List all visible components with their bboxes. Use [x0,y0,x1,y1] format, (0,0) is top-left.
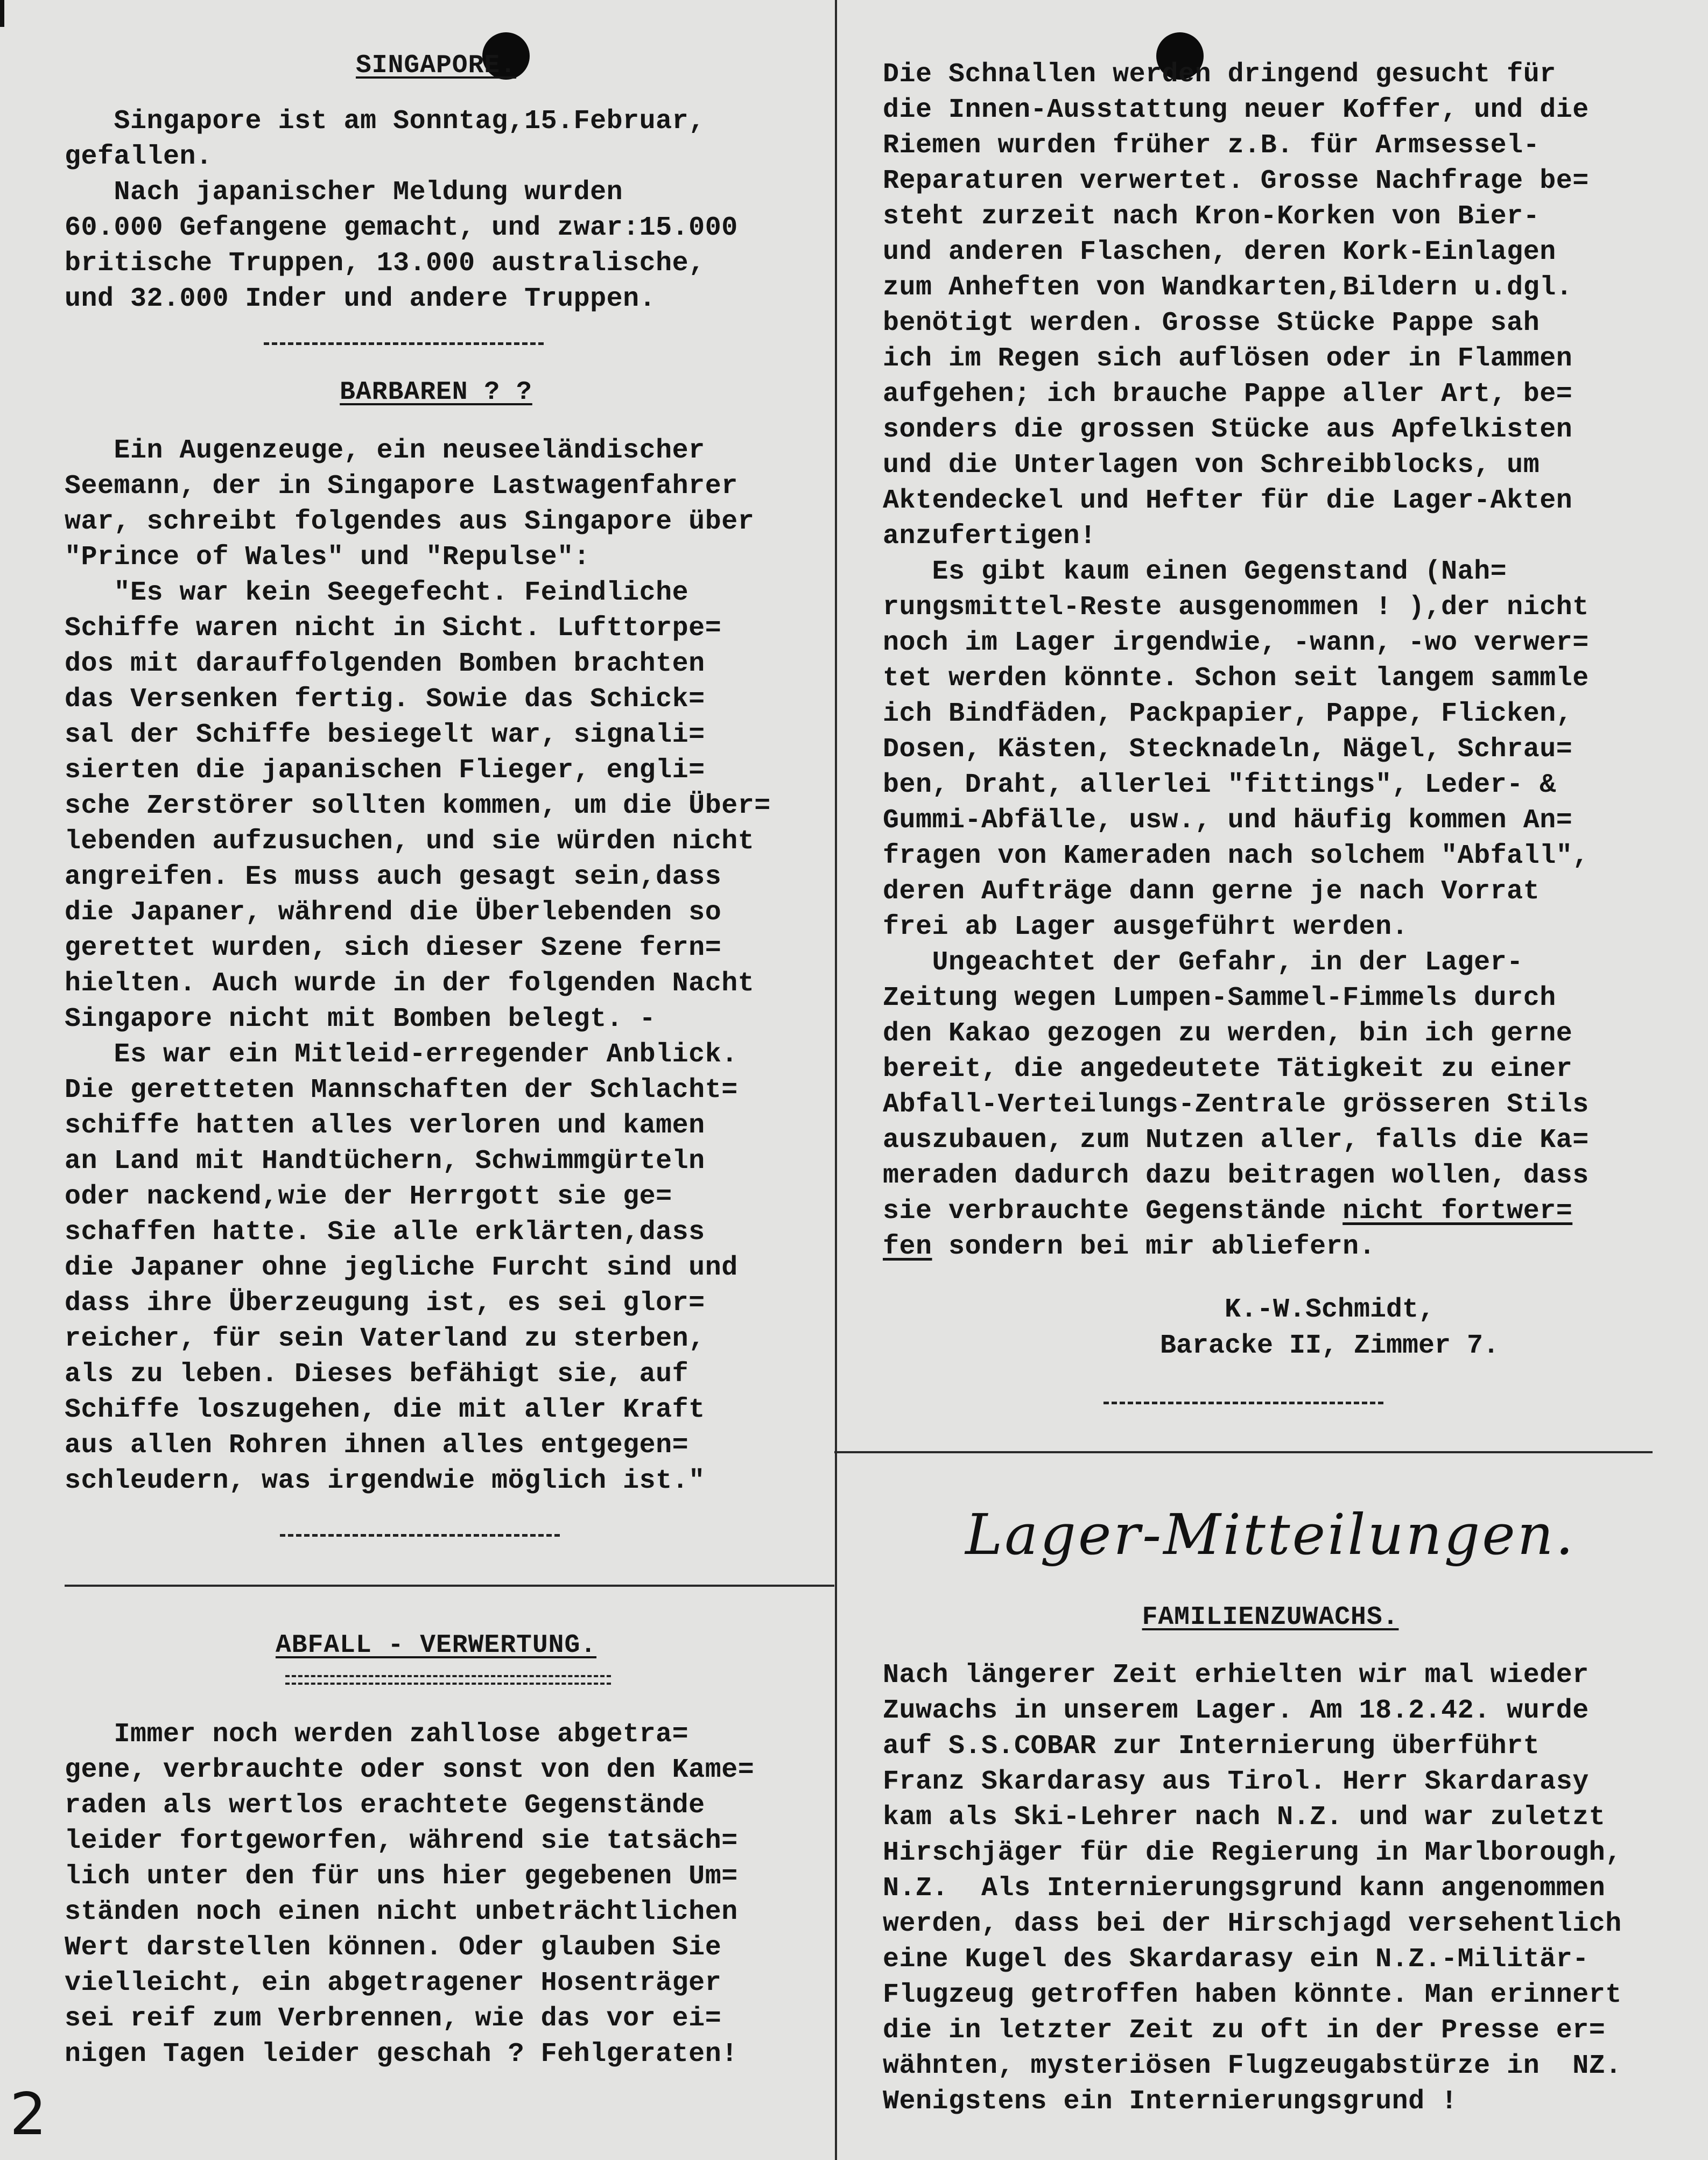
heading-familienzuwachs: FAMILIENZUWACHS. [1142,1603,1399,1632]
text-line: werden, dass bei der Hirschjagd versehentlich [883,1909,1622,1939]
text-line: Franz Skardarasy aus Tirol. Herr Skardarasy [883,1767,1589,1797]
heading-barbaren: BARBAREN ? ? [340,378,532,407]
text-line: Singapore nicht mit Bomben belegt. - [65,1004,656,1035]
text-line: war, schreibt folgendes aus Singapore über [65,506,755,537]
text-line: wähnten, mysteriösen Flugzeugabstürze in NZ. [883,2051,1622,2081]
text-line: kam als Ski-Lehrer nach N.Z. und war zuletzt [883,1802,1606,1833]
text-line: lebenden aufzusuchen, und sie würden nicht [65,826,755,857]
text-line: Gummi-Abfälle, usw., und häufig kommen An= [883,805,1573,836]
text-line: eine Kugel des Skardarasy ein N.Z.-Militär- [883,1944,1589,1975]
article-abfall-continued [883,57,1658,1265]
text-line: gene, verbrauchte oder sonst von den Kame= [65,1755,755,1785]
text-line: schiffe hatten alles verloren und kamen [65,1110,705,1141]
text-line: fragen von Kameraden nach solchem "Abfall", [883,841,1589,871]
text-line: den Kakao gezogen zu werden, bin ich gerne [883,1018,1573,1049]
text-line: nigen Tagen leider geschah ? Fehlgeraten! [65,2039,738,2070]
text-line: Nach längerer Zeit erhielten wir mal wieder [883,1660,1589,1691]
text-line: ständen noch einen nicht unbeträchtlichen [65,1897,738,1927]
underlined-emphasis: fen [883,1232,932,1262]
text-line: die Japaner, während die Überlebenden so [65,897,722,928]
text-line: schaffen hatte. Sie alle erklärten,dass [65,1217,705,1248]
text-line: Schiffe waren nicht in Sicht. Lufttorpe= [65,613,722,644]
text-line: dass ihre Überzeugung ist, es sei glor= [65,1288,705,1319]
text-line: Es gibt kaum einen Gegenstand (Nah= [883,557,1507,587]
column-divider [835,0,837,2160]
text-line: Abfall-Verteilungs-Zentrale grösseren Stils [883,1089,1589,1120]
text-line: Dosen, Kästen, Stecknadeln, Nägel, Schrau= [883,734,1573,765]
text-line: oder nackend,wie der Herrgott sie ge= [65,1181,672,1212]
text-line: tet werden könnte. Schon seit langem sammle [883,663,1589,694]
text-line: meraden dadurch dazu beitragen wollen, dass [883,1160,1589,1191]
article-singapore [65,104,807,317]
text-line: Die geretteten Mannschaften der Schlacht= [65,1075,738,1106]
text-line: hielten. Auch wurde in der folgenden Nacht [65,968,755,999]
signature-address: Baracke II, Zimmer 7. [1159,1331,1500,1361]
text-line: Die Schnallen werden dringend gesucht für [883,59,1556,90]
text-line: benötigt werden. Grosse Stücke Pappe sah [883,308,1540,339]
text-line: als zu leben. Dieses befähigt sie, auf [65,1359,689,1390]
heading-abfall-verwertung: ABFALL - VERWERTUNG. [275,1631,597,1660]
heading-singapore: SINGAPORE. [355,51,517,80]
text-line: "Es war kein Seegefecht. Feindliche [65,578,689,608]
text-line: die Japaner ohne jegliche Furcht sind und [65,1253,738,1283]
text-line: Hirschjäger für die Regierung in Marlborough, [883,1838,1622,1868]
page-number: 2 [10,2081,47,2148]
text-line: und anderen Flaschen, deren Kork-Einlagen [883,237,1556,268]
text-line: gefallen. [65,142,213,172]
text-line: Immer noch werden zahllose abgetra= [65,1719,689,1750]
text-line: steht zurzeit nach Kron-Korken von Bier- [883,201,1540,232]
text-line: Flugzeug getroffen haben könnte. Man erinnert [883,1980,1622,2010]
text-line [883,1229,1658,1265]
text-line: sierten die japanischen Flieger, engli= [65,755,705,786]
text-line: Ungeachtet der Gefahr, in der Lager- [883,947,1523,978]
text-line [883,1194,1658,1229]
article-abfall [65,1717,807,2072]
text-line: lich unter den für uns hier gegebenen Um= [65,1861,738,1892]
text-line: sche Zerstörer sollten kommen, um die Über= [65,791,771,821]
text-line: die Innen-Ausstattung neuer Koffer, und die [883,95,1589,125]
text-line: und die Unterlagen von Schreibblocks, um [883,450,1540,481]
text-line: rungsmittel-Reste ausgenommen ! ),der nicht [883,592,1589,623]
text-line: ich Bindfäden, Packpapier, Pappe, Flicken, [883,699,1573,729]
text-line: frei ab Lager ausgeführt werden. [883,912,1409,942]
section-title-lager-mitteilungen: Lager-Mitteilungen. [965,1502,1576,1567]
text-line: ich im Regen sich auflösen oder in Flammen [883,343,1573,374]
text-line: Es war ein Mitleid-erregender Anblick. [65,1039,738,1070]
text-line: noch im Lager irgendwie, -wann, -wo verwer= [883,628,1589,658]
text-line: Schiffe loszugehen, die mit aller Kraft [65,1395,705,1425]
signature-name: K.-W.Schmidt, [1224,1294,1435,1325]
section-divider-left [65,1585,834,1587]
text-line: Nach japanischer Meldung wurden [65,177,623,208]
separator-dashes [280,1534,560,1537]
text-line: die in letzter Zeit zu oft in der Presse er= [883,2015,1606,2046]
text-line: das Versenken fertig. Sowie das Schick= [65,684,705,715]
text-line: dos mit darauffolgenden Bomben brachten [65,649,705,679]
separator-dashes [264,342,544,345]
text-line: deren Aufträge dann gerne je nach Vorrat [883,876,1540,907]
text-line: reicher, für sein Vaterland zu sterben, [65,1324,705,1354]
line-text: sie verbrauchte Gegenstände [883,1196,1343,1227]
text-line: Singapore ist am Sonntag,15.Februar, [65,106,705,137]
text-line: auf S.S.COBAR zur Internierung überführt [883,1731,1540,1762]
text-line: aus allen Rohren ihnen alles entgegen= [65,1430,689,1461]
text-line: Wenigstens ein Internierungsgrund ! [883,2086,1458,2117]
text-line: Zeitung wegen Lumpen-Sammel-Fimmels durch [883,983,1556,1014]
separator-dashes [1103,1402,1383,1404]
text-line: sei reif zum Verbrennen, wie das vor ei= [65,2003,722,2034]
text-line: anzufertigen! [883,521,1097,552]
line-text: sondern bei mir abliefern. [932,1232,1376,1262]
text-line: Reparaturen verwertet. Grosse Nachfrage be= [883,166,1589,196]
text-line: Wert darstellen können. Oder glauben Sie [65,1932,722,1963]
text-line: Riemen wurden früher z.B. für Armsessel- [883,130,1540,161]
section-divider-right [834,1451,1653,1453]
article-barbaren [65,433,807,1499]
text-line: leider fortgeworfen, während sie tatsäch= [65,1826,738,1856]
article-familienzuwachs [883,1658,1658,2120]
text-line: "Prince of Wales" und "Repulse": [65,542,591,573]
text-line: bereit, die angedeutete Tätigkeit zu einer [883,1054,1573,1085]
text-line: vielleicht, ein abgetragener Hosenträger [65,1968,722,1999]
text-line: 60.000 Gefangene gemacht, und zwar:15.000 [65,213,738,243]
text-line: gerettet wurden, sich dieser Szene fern= [65,933,722,963]
text-line: sal der Schiffe besiegelt war, signali= [65,720,705,750]
text-line: an Land mit Handtüchern, Schwimmgürteln [65,1146,705,1177]
text-line: schleudern, was irgendwie möglich ist." [65,1466,705,1496]
text-line: und 32.000 Inder und andere Truppen. [65,284,656,314]
text-line: Seemann, der in Singapore Lastwagenfahrer [65,471,738,502]
text-line: raden als wertlos erachtete Gegenstände [65,1790,705,1821]
text-line: Zuwachs in unserem Lager. Am 18.2.42. wurde [883,1695,1589,1726]
text-line: sonders die grossen Stücke aus Apfelkisten [883,414,1573,445]
corner-mark [0,0,4,27]
text-line: N.Z. Als Internierungsgrund kann angenommen [883,1873,1606,1904]
text-line: aufgehen; ich brauche Pappe aller Art, be= [883,379,1573,410]
text-line: angreifen. Es muss auch gesagt sein,dass [65,862,722,892]
text-line: zum Anheften von Wandkarten,Bildern u.dgl. [883,272,1573,303]
text-line: auszubauen, zum Nutzen aller, falls die Ka= [883,1125,1589,1156]
text-line: Aktendeckel und Hefter für die Lager-Akten [883,486,1573,516]
double-underline-dashes [285,1675,611,1685]
text-line: Ein Augenzeuge, ein neuseeländischer [65,435,705,466]
text-line: ben, Draht, allerlei "fittings", Leder- & [883,770,1556,800]
underlined-emphasis: nicht fortwer= [1342,1196,1573,1227]
text-line: britische Truppen, 13.000 australische, [65,248,705,279]
